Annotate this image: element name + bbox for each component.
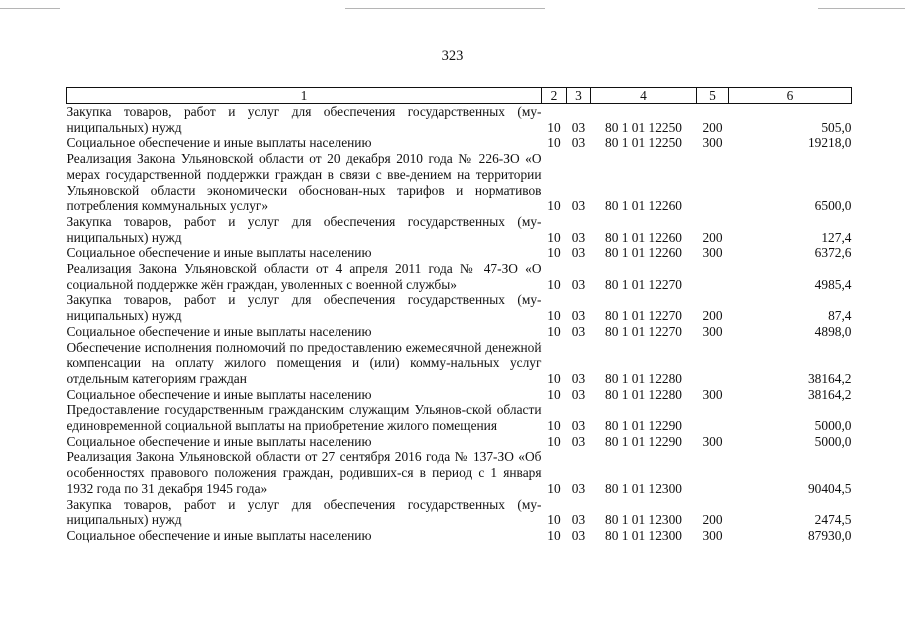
- row-subsection-code: 03: [571, 386, 586, 402]
- header-col-4: 4: [591, 88, 697, 104]
- row-amount: 2474,5: [814, 512, 852, 528]
- row-section-code: 10: [547, 198, 561, 214]
- row-subsection-code: 03: [571, 418, 586, 434]
- row-subsection-code: 03: [571, 119, 586, 135]
- row-expense-type: [697, 449, 729, 496]
- row-expense-type: 300: [702, 527, 723, 543]
- row-expense-type: 300: [702, 386, 723, 402]
- row-description: Социальное обеспечение и иные выплаты населению: [66, 527, 372, 543]
- row-target-code: 80 1 01 12270: [605, 323, 682, 339]
- row-amount: 87930,0: [807, 527, 852, 543]
- row-amount: 505,0: [821, 119, 852, 135]
- row-description: Предоставление государственным гражданским служащим Ульянов-ской области единовременной социальной выплаты на приобретение жилого помещения: [66, 402, 542, 434]
- row-subsection-code: 03: [571, 433, 586, 449]
- row-target-code: 80 1 01 12280: [605, 370, 682, 386]
- row-description: Социальное обеспечение и иные выплаты населению: [66, 433, 372, 449]
- row-section-code: 10: [547, 370, 561, 386]
- row-subsection-code: 03: [571, 308, 586, 324]
- row-section-code: 10: [547, 323, 561, 339]
- page-number: 323: [441, 48, 464, 64]
- table-row: [67, 104, 852, 136]
- row-expense-type: [697, 340, 729, 387]
- row-amount: 5000,0: [814, 418, 852, 434]
- row-section-code: 10: [547, 245, 561, 261]
- row-target-code: 80 1 01 12270: [605, 308, 682, 324]
- row-description: Социальное обеспечение и иные выплаты населению: [66, 135, 372, 151]
- row-expense-type: [697, 151, 729, 214]
- header-col-5: 5: [697, 88, 729, 104]
- row-subsection-code: 03: [571, 276, 586, 292]
- row-target-code: 80 1 01 12250: [605, 119, 682, 135]
- table-row: [67, 324, 852, 340]
- row-amount: 127,4: [821, 229, 852, 245]
- table-row: [67, 135, 852, 151]
- budget-table: [66, 87, 852, 544]
- row-section-code: 10: [547, 512, 561, 528]
- scan-edge-left: [0, 8, 60, 9]
- row-section-code: 10: [547, 119, 561, 135]
- row-subsection-code: 03: [571, 527, 586, 543]
- row-expense-type: 300: [702, 433, 723, 449]
- row-description: Реализация Закона Ульяновской области от 4 апреля 2011 года № 47-ЗО «О социальной поддержке жён граждан, уволенных с военной службы»: [66, 261, 542, 292]
- row-amount: 4985,4: [814, 276, 852, 292]
- row-section-code: 10: [547, 480, 561, 496]
- row-target-code: 80 1 01 12290: [605, 418, 682, 434]
- scan-edge-center: [345, 8, 545, 9]
- row-target-code: 80 1 01 12260: [605, 198, 682, 214]
- row-amount: 5000,0: [814, 433, 852, 449]
- row-section-code: 10: [547, 418, 561, 434]
- row-section-code: 10: [547, 276, 561, 292]
- table-body: [67, 104, 852, 544]
- row-expense-type: 200: [702, 308, 723, 324]
- header-col-6: 6: [729, 88, 852, 104]
- row-subsection-code: 03: [571, 135, 586, 151]
- header-row: [67, 88, 852, 104]
- row-expense-type: [697, 402, 729, 433]
- row-subsection-code: 03: [571, 245, 586, 261]
- table-row: [67, 497, 852, 528]
- row-description: Реализация Закона Ульяновской области от 27 сентября 2016 года № 137-ЗО «Об особенностях правового положения граждан, родивших-ся в период с 1 января 1932 года по 31 декабря 1945 года»: [66, 449, 542, 496]
- row-description: Обеспечение исполнения полномочий по предоставлению ежемесячной денежной компенсации на оплату жилого помещения и (или) комму-нальных услуг отдельным категориям граждан: [66, 339, 542, 386]
- table-row: [67, 151, 852, 214]
- table-row: [67, 449, 852, 496]
- table-row: [67, 528, 852, 544]
- scan-edge-right: [818, 8, 905, 9]
- row-description: Социальное обеспечение и иные выплаты населению: [66, 245, 372, 261]
- row-expense-type: 300: [702, 323, 723, 339]
- row-target-code: 80 1 01 12260: [605, 245, 682, 261]
- row-section-code: 10: [547, 135, 561, 151]
- row-expense-type: 300: [702, 135, 723, 151]
- table-row: [67, 340, 852, 387]
- row-expense-type: 200: [702, 512, 723, 528]
- header-col-2: 2: [542, 88, 567, 104]
- row-target-code: 80 1 01 12300: [605, 480, 682, 496]
- row-description: Закупка товаров, работ и услуг для обеспечения государственных (му-ниципальных) нужд: [66, 292, 542, 324]
- row-target-code: 80 1 01 12270: [605, 276, 682, 292]
- row-subsection-code: 03: [571, 480, 586, 496]
- row-section-code: 10: [547, 433, 561, 449]
- row-target-code: 80 1 01 12300: [605, 512, 682, 528]
- row-subsection-code: 03: [571, 198, 586, 214]
- table-row: [67, 214, 852, 245]
- header-col-1: 1: [67, 88, 542, 104]
- row-subsection-code: 03: [571, 370, 586, 386]
- row-description: Закупка товаров, работ и услуг для обеспечения государственных (му-ниципальных) нужд: [66, 104, 542, 135]
- row-section-code: 10: [547, 308, 561, 324]
- row-expense-type: 300: [702, 245, 723, 261]
- row-target-code: 80 1 01 12250: [605, 135, 682, 151]
- row-section-code: 10: [547, 386, 561, 402]
- row-section-code: 10: [547, 527, 561, 543]
- row-amount: 19218,0: [807, 135, 852, 151]
- row-subsection-code: 03: [571, 229, 586, 245]
- row-expense-type: [697, 261, 729, 292]
- table-row: [67, 261, 852, 292]
- row-amount: 38164,2: [807, 370, 852, 386]
- row-section-code: 10: [547, 229, 561, 245]
- row-amount: 4898,0: [814, 323, 852, 339]
- table-row: [67, 292, 852, 323]
- table-header: [67, 88, 852, 104]
- row-amount: 90404,5: [807, 480, 852, 496]
- row-expense-type: 200: [702, 229, 723, 245]
- row-description: Закупка товаров, работ и услуг для обеспечения государственных (му-ниципальных) нужд: [66, 496, 542, 528]
- row-description: Реализация Закона Ульяновской области от 20 декабря 2010 года № 226-ЗО «О мерах государственной поддержки граждан в связи с вве-дением на территории Ульяновской области экономически обоснован-ных тарифов и нормативов потребления коммунальных услуг»: [66, 151, 542, 214]
- row-target-code: 80 1 01 12280: [605, 386, 682, 402]
- table-row: [67, 245, 852, 261]
- row-amount: 6500,0: [814, 198, 852, 214]
- row-amount: 38164,2: [807, 386, 852, 402]
- row-subsection-code: 03: [571, 323, 586, 339]
- row-description: Социальное обеспечение и иные выплаты населению: [66, 386, 372, 402]
- row-target-code: 80 1 01 12300: [605, 527, 682, 543]
- table-row: [67, 387, 852, 403]
- table-row: [67, 434, 852, 450]
- row-expense-type: 200: [702, 119, 723, 135]
- row-target-code: 80 1 01 12290: [605, 433, 682, 449]
- row-amount: 87,4: [828, 308, 852, 324]
- row-description: Социальное обеспечение и иные выплаты населению: [66, 323, 372, 339]
- row-amount: 6372,6: [814, 245, 852, 261]
- row-description: Закупка товаров, работ и услуг для обеспечения государственных (му-ниципальных) нужд: [66, 213, 542, 245]
- row-subsection-code: 03: [571, 512, 586, 528]
- table-row: [67, 402, 852, 433]
- row-target-code: 80 1 01 12260: [605, 229, 682, 245]
- header-col-3: 3: [567, 88, 591, 104]
